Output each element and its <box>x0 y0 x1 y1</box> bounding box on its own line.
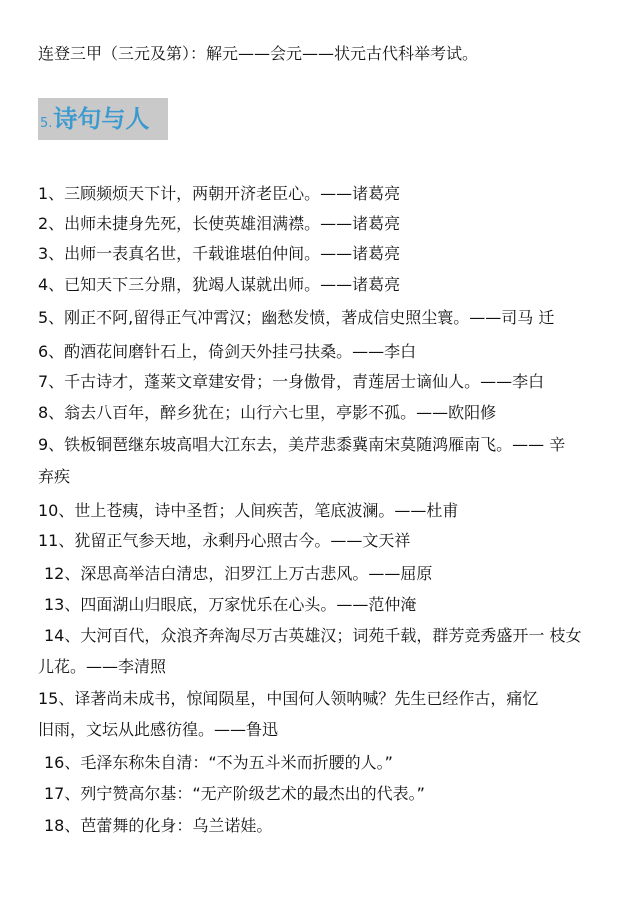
poem-line: 2、出师未捷身先死，长使英雄泪满襟。——诸葛亮 <box>38 214 401 233</box>
poem-line: 14、大河百代，众浪齐奔淘尽万古英雄汉；词苑千载，群芳竞秀盛开一 枝女 <box>44 626 582 645</box>
poem-line: 10、世上苍痍，诗中圣哲；人间疾苦，笔底波澜。——杜甫 <box>38 501 459 520</box>
poem-line: 1、三顾频烦天下计，两朝开济老臣心。——诸葛亮 <box>38 184 401 203</box>
poem-line: 11、犹留正气参天地，永剩丹心照古今。——文天祥 <box>38 531 411 550</box>
poem-line: 12、深思高举洁白清忠，汨罗江上万古悲风。——屈原 <box>44 564 433 583</box>
poem-line-continued: 弃疾 <box>38 467 71 486</box>
poem-line: 15、译著尚未成书，惊闻陨星，中国何人领呐喊？先生已经作古，痛忆 <box>38 689 539 708</box>
poem-line-continued: 旧雨，文坛从此感彷徨。——鲁迅 <box>38 720 279 739</box>
poem-line: 7、千古诗才，蓬莱文章建安骨；一身傲骨，青莲居士谪仙人。——李白 <box>38 372 545 391</box>
poem-line: 6、酌酒花间磨针石上，倚剑天外挂弓扶桑。——李白 <box>38 342 417 361</box>
poem-line: 18、芭蕾舞的化身：乌兰诺娃。 <box>44 816 273 835</box>
poem-line-continued: 儿花。——李清照 <box>38 657 167 676</box>
poem-line: 9、铁板铜琶继东坡高唱大江东去，美芹悲黍冀南宋莫随鸿雁南飞。—— 辛 <box>38 435 566 454</box>
section-number: 5. <box>40 116 53 131</box>
poem-line: 8、翁去八百年，醉乡犹在；山行六七里，亭影不孤。——欧阳修 <box>38 403 497 422</box>
poem-line: 5、刚正不阿,留得正气冲霄汉；幽愁发愤，著成信史照尘寰。——司马 迁 <box>38 308 555 327</box>
poem-line: 13、四面湖山归眼底，万家忧乐在心头。——范仲淹 <box>44 595 417 614</box>
intro-line: 连登三甲（三元及第）：解元——会元——状元古代科举考试。 <box>38 44 479 63</box>
section-heading <box>38 98 168 140</box>
poem-line: 16、毛泽东称朱自清：“不为五斗米而折腰的人。” <box>44 753 393 772</box>
section-title: 诗句与人 <box>53 105 150 133</box>
poem-line: 3、出师一表真名世，千载谁堪伯仲间。——诸葛亮 <box>38 244 401 263</box>
poem-line: 17、列宁赞高尔基：“无产阶级艺术的最杰出的代表。” <box>44 784 425 803</box>
poem-line: 4、已知天下三分鼎，犹竭人谋就出师。——诸葛亮 <box>38 275 401 294</box>
